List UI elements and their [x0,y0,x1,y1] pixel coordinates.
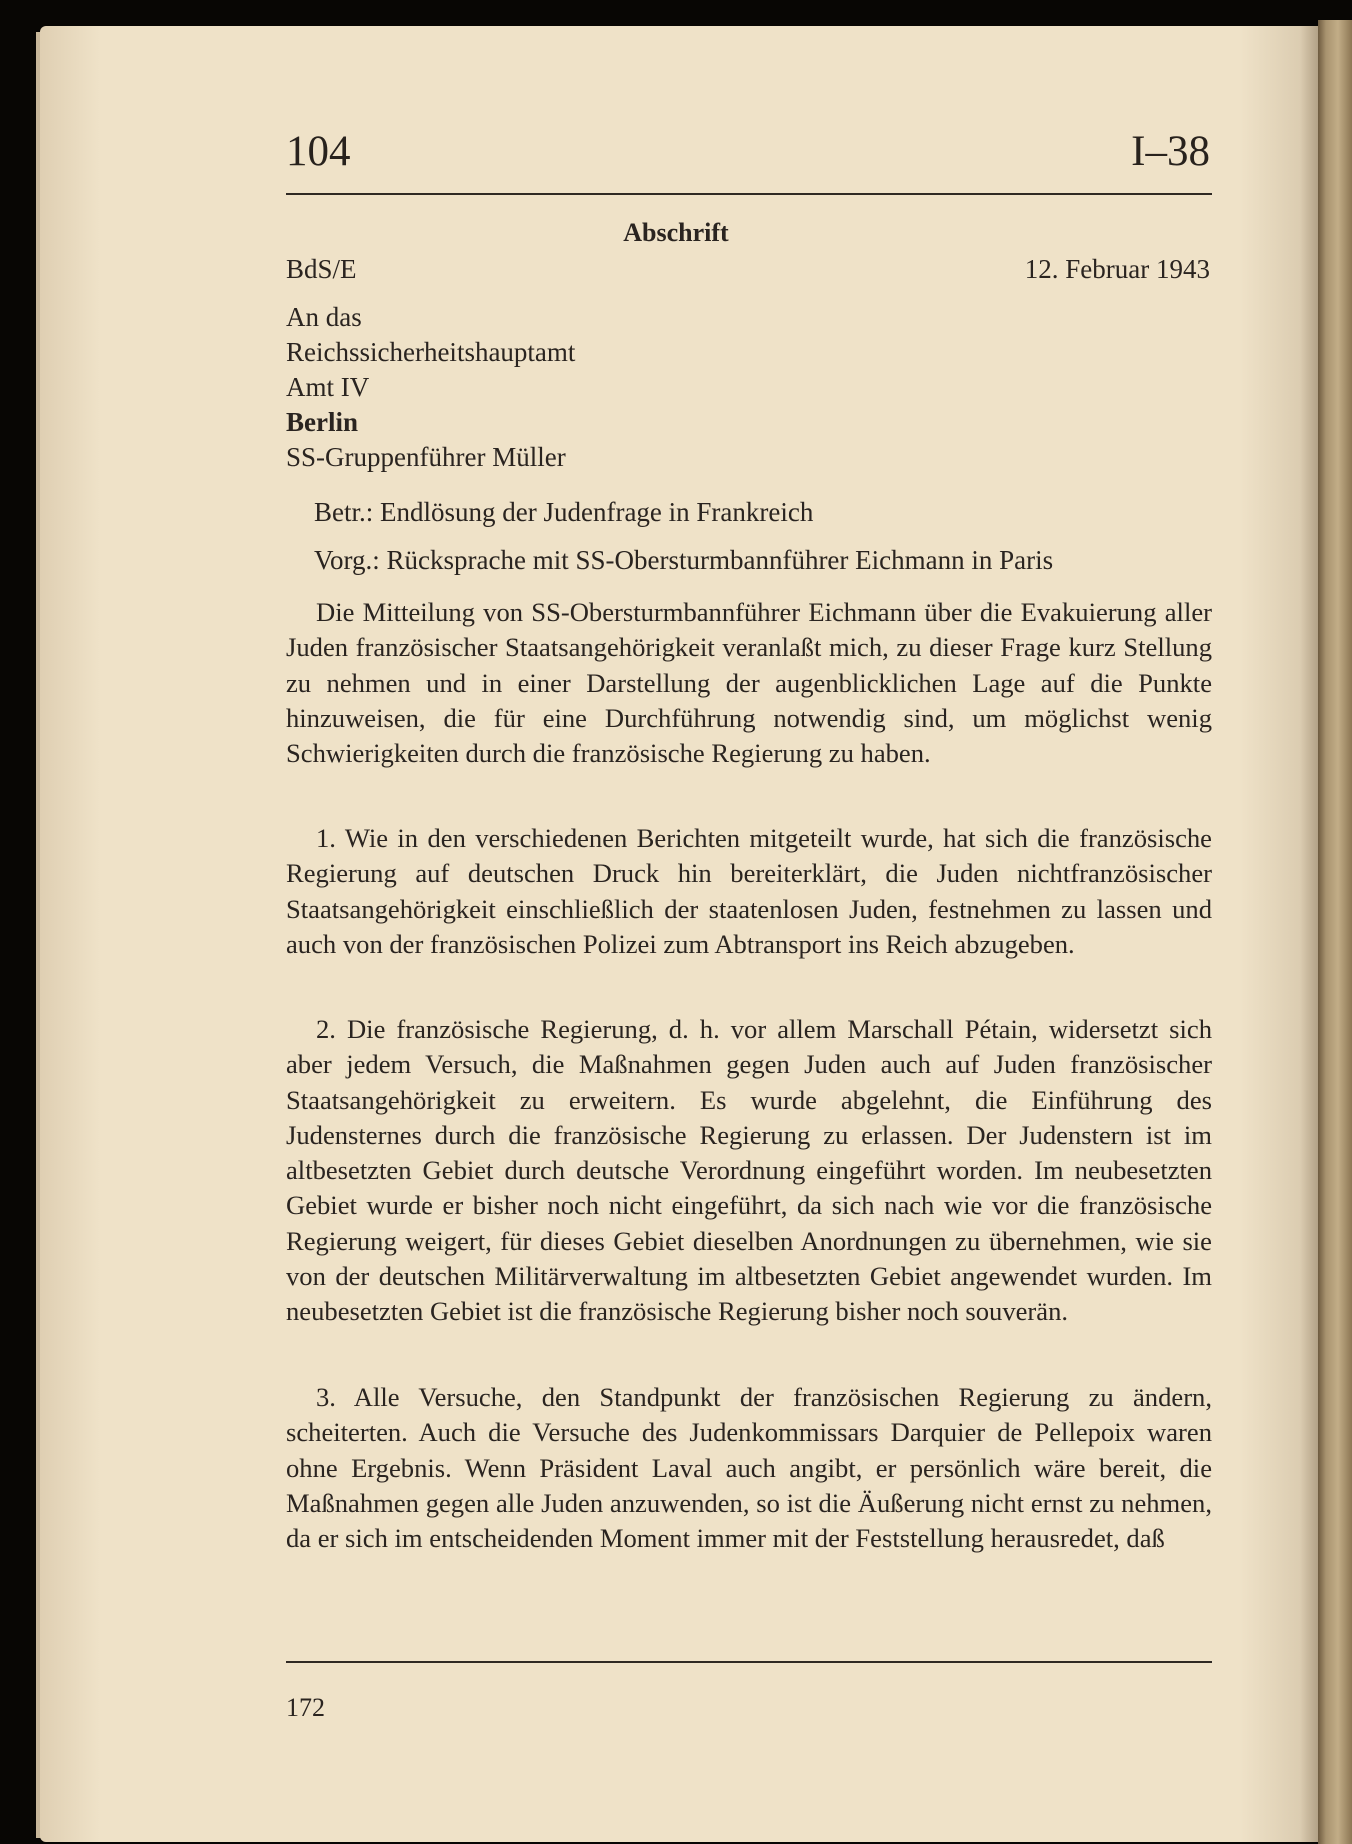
recipient-line: Reichssicherheitshauptamt [286,337,576,367]
footer-rule [286,1661,1212,1663]
subject-line: Betr.: Endlösung der Judenfrage in Frankreich [314,497,814,527]
header-document-id: I–38 [1131,128,1210,175]
header-rule [286,193,1212,195]
letter-date: 12. Februar 1943 [1024,254,1210,284]
body-paragraph-3: 3. Alle Versuche, den Standpunkt der französischen Regierung zu ändern, scheiterten. Auch die Versuche des Judenkommissars Darquier de Pellepoix waren ohne Ergebnis. Wenn Präsident Laval auch angibt, er persönlich wäre bereit, die Maßnahmen gegen alle Juden anzuwenden, so ist die Äußerung nicht ernst zu nehmen, da er sich im entscheidenden Moment immer mit der Feststellung herausredet, daß [286,1382,1212,1554]
recipient-line: An das [286,302,362,332]
recipient-city: Berlin [286,407,358,437]
document-heading: Abschrift [623,218,729,247]
reference-line: Vorg.: Rücksprache mit SS-Obersturmbannführer Eichmann in Paris [314,545,1054,575]
sender-code: BdS/E [286,254,357,284]
body-paragraph-2: 2. Die französische Regierung, d. h. vor allem Marschall Pétain, widersetzt sich aber jedem Versuch, die Maßnahmen gegen Juden auch auf Juden französischer Staatsangehörigkeit zu erweitern. Es wurde abgelehnt, die Einführung des Judensternes durch die französische Regierung zu erlassen. Der Judenstern ist im altbesetzten Gebiet durch deutsche Verordnung eingeführt worden. Im neubesetzten Gebiet wurde er bisher noch nicht eingeführt, da sich nach wie vor die französische Regierung weigert, für dieses Gebiet dieselben Anordnungen zu übernehmen, wie sie von der deutschen Militärverwaltung im altbesetzten Gebiet angewendet wurden. Im neubesetzten Gebiet ist die französische Regierung bisher noch souverän. [286,1014,1212,1327]
header-page-number: 104 [286,128,351,175]
footer-page-number: 172 [286,1693,325,1722]
body-paragraph-intro: Die Mitteilung von SS-Obersturmbannführer Eichmann über die Evakuierung aller Juden französischer Staatsangehörigkeit veranlaßt mich, zu dieser Frage kurz Stellung zu nehmen und in einer Darstellung der augenblicklichen Lage auf die Punkte hinzuweisen, die für eine Durchführung notwendig sind, um möglichst wenig Schwierigkeiten durch die französische Regierung zu haben. [286,597,1212,769]
body-paragraph-1: 1. Wie in den verschiedenen Berichten mitgeteilt wurde, hat sich die französische Regierung auf deutschen Druck hin bereiterklärt, die Juden nichtfranzösischer Staatsangehörigkeit einschließlich der staatenlosen Juden, festnehmen zu lassen und auch von der französischen Polizei zum Abtransport ins Reich abzugeben. [286,823,1212,959]
recipient-line: Amt IV [286,372,370,402]
adjacent-page-edge [1318,20,1352,1844]
recipient-line: SS-Gruppenführer Müller [286,442,566,472]
